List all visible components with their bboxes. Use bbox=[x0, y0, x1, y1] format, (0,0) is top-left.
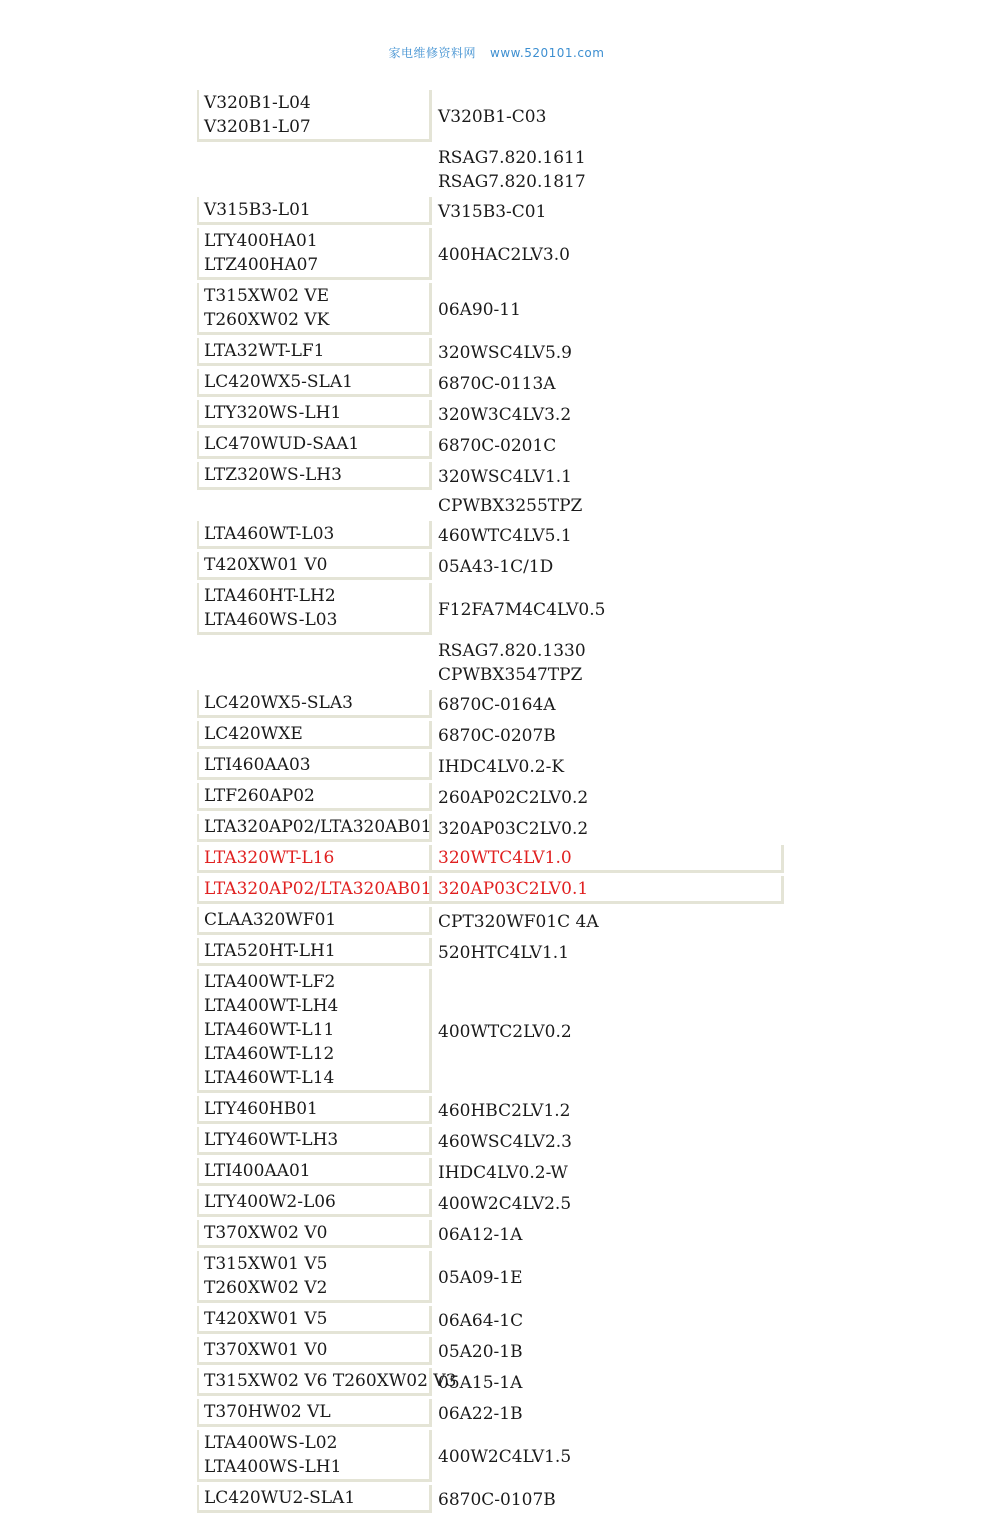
board-model: 6870C-0164A bbox=[438, 694, 556, 715]
board-model-cell bbox=[432, 552, 784, 580]
panel-model-cell bbox=[197, 521, 432, 549]
panel-model: LTA32WT-LF1 bbox=[204, 341, 325, 361]
panel-model: LTA460HT-LH2 bbox=[204, 586, 336, 606]
table-row bbox=[197, 1158, 793, 1186]
table-row bbox=[197, 752, 793, 780]
panel-model-cell bbox=[197, 462, 432, 490]
board-model: CPWBX3547TPZ bbox=[438, 665, 583, 685]
board-model: 260AP02C2LV0.2 bbox=[438, 787, 589, 808]
panel-model-cell bbox=[197, 1096, 432, 1124]
table-row bbox=[197, 1127, 793, 1155]
table-row bbox=[197, 197, 793, 225]
board-model: 6870C-0113A bbox=[438, 373, 556, 394]
panel-model-cell bbox=[197, 338, 432, 366]
board-model-cell bbox=[432, 1096, 784, 1124]
table-row bbox=[197, 1399, 793, 1427]
board-model-cell bbox=[432, 338, 784, 366]
table-row bbox=[197, 969, 793, 1093]
table-row bbox=[197, 876, 793, 904]
table-row bbox=[197, 907, 793, 935]
board-model-cell bbox=[432, 721, 784, 749]
board-model: 6870C-0201C bbox=[438, 435, 557, 456]
board-model-cell bbox=[432, 431, 784, 459]
table-row bbox=[197, 431, 793, 459]
board-model: 06A90-11 bbox=[438, 299, 521, 320]
board-model: 6870C-0207B bbox=[438, 725, 556, 746]
panel-model: LC420WXE bbox=[204, 724, 303, 744]
panel-model: LTA460WT-L14 bbox=[204, 1068, 335, 1088]
board-model-cell bbox=[432, 1485, 784, 1513]
panel-model: T260XW02 V2 bbox=[204, 1278, 328, 1298]
table-row bbox=[197, 338, 793, 366]
board-model: 400HAC2LV3.0 bbox=[438, 244, 570, 265]
panel-model: LTA460WT-L03 bbox=[204, 524, 335, 544]
board-model: RSAG7.820.1611 bbox=[438, 148, 586, 168]
board-model-cell bbox=[432, 145, 784, 194]
table-row bbox=[197, 369, 793, 397]
panel-model-cell bbox=[197, 400, 432, 428]
table-row bbox=[197, 552, 793, 580]
panel-model: LTA320AP02/LTA320AB01 bbox=[204, 817, 432, 837]
panel-model: LC420WX5-SLA3 bbox=[204, 693, 353, 713]
panel-model-cell bbox=[197, 283, 432, 335]
panel-table bbox=[197, 90, 793, 1516]
board-model: 460HBC2LV1.2 bbox=[438, 1100, 571, 1121]
panel-model-cell bbox=[197, 638, 432, 687]
board-model: 06A12-1A bbox=[438, 1224, 523, 1245]
panel-model-cell bbox=[197, 552, 432, 580]
board-model: RSAG7.820.1817 bbox=[438, 172, 586, 192]
panel-model: LTY400HA01 bbox=[204, 231, 318, 251]
panel-model-cell bbox=[197, 1430, 432, 1482]
panel-model: LTA460WT-L11 bbox=[204, 1020, 335, 1040]
panel-model: LTI400AA01 bbox=[204, 1161, 311, 1181]
panel-model: T260XW02 VK bbox=[204, 310, 330, 330]
table-row bbox=[197, 938, 793, 966]
board-model-cell bbox=[432, 462, 784, 490]
panel-model: V320B1-L07 bbox=[204, 117, 311, 137]
board-model-cell bbox=[432, 493, 784, 518]
panel-model: LTI460AA03 bbox=[204, 755, 311, 775]
board-model-cell bbox=[432, 1430, 784, 1482]
table-row bbox=[197, 1251, 793, 1303]
board-model: 05A09-1E bbox=[438, 1267, 523, 1288]
board-model: 320AP03C2LV0.2 bbox=[438, 818, 589, 839]
board-model-cell bbox=[432, 783, 784, 811]
table-row bbox=[197, 1220, 793, 1248]
panel-model: T420XW01 V0 bbox=[204, 555, 328, 575]
site-name: 家电维修资料网 bbox=[388, 46, 477, 60]
table-row bbox=[197, 845, 793, 873]
board-model: 460WSC4LV2.3 bbox=[438, 1131, 572, 1152]
board-model-cell bbox=[432, 1220, 784, 1248]
board-model: 400WTC2LV0.2 bbox=[438, 1021, 572, 1042]
panel-model-cell bbox=[197, 1251, 432, 1303]
panel-model: LTY460WT-LH3 bbox=[204, 1130, 339, 1150]
panel-model-cell bbox=[197, 1399, 432, 1427]
panel-model: LTA520HT-LH1 bbox=[204, 941, 336, 961]
panel-model-cell bbox=[197, 197, 432, 225]
board-model: 06A64-1C bbox=[438, 1310, 524, 1331]
board-model-cell bbox=[432, 1127, 784, 1155]
board-model: 06A22-1B bbox=[438, 1403, 523, 1424]
panel-model: T315XW01 V5 bbox=[204, 1254, 328, 1274]
panel-model: LTZ400HA07 bbox=[204, 255, 319, 275]
table-row bbox=[197, 228, 793, 280]
board-model-cell bbox=[432, 1337, 784, 1365]
board-model-cell bbox=[432, 90, 784, 142]
table-row bbox=[197, 145, 793, 194]
panel-model-cell bbox=[197, 938, 432, 966]
board-model: IHDC4LV0.2-K bbox=[438, 756, 565, 777]
panel-model: LTA400WT-LF2 bbox=[204, 972, 336, 992]
board-model: 400W2C4LV1.5 bbox=[438, 1446, 572, 1467]
board-model: 320AP03C2LV0.1 bbox=[438, 879, 589, 899]
board-model: 320WSC4LV5.9 bbox=[438, 342, 572, 363]
panel-model: V315B3-L01 bbox=[204, 200, 311, 220]
table-row bbox=[197, 1368, 793, 1396]
panel-model-cell bbox=[197, 814, 432, 842]
table-row bbox=[197, 1096, 793, 1124]
panel-model: LTF260AP02 bbox=[204, 786, 315, 806]
table-row bbox=[197, 783, 793, 811]
panel-model: LTA320AP02/LTA320AB01 bbox=[204, 879, 432, 899]
panel-model: T315XW02 VE bbox=[204, 286, 330, 306]
panel-model: LTZ320WS-LH3 bbox=[204, 465, 342, 485]
panel-model-cell bbox=[197, 907, 432, 935]
site-url: www.520101.com bbox=[490, 46, 605, 60]
board-model: CPWBX3255TPZ bbox=[438, 496, 583, 516]
panel-model: LTA400WT-LH4 bbox=[204, 996, 339, 1016]
panel-model: T370HW02 VL bbox=[204, 1402, 331, 1422]
board-model-cell bbox=[432, 1368, 784, 1396]
panel-model: LTA460WT-L12 bbox=[204, 1044, 335, 1064]
board-model: 320W3C4LV3.2 bbox=[438, 404, 572, 425]
board-model-cell bbox=[432, 638, 784, 687]
panel-model-cell bbox=[197, 228, 432, 280]
board-model-cell bbox=[432, 583, 784, 635]
panel-model-cell bbox=[197, 1158, 432, 1186]
table-row bbox=[197, 400, 793, 428]
panel-model-cell bbox=[197, 1189, 432, 1217]
panel-model: V320B1-L04 bbox=[204, 93, 311, 113]
panel-model-cell bbox=[197, 1368, 457, 1396]
board-model: 400W2C4LV2.5 bbox=[438, 1193, 572, 1214]
panel-model-cell bbox=[197, 1220, 432, 1248]
panel-model: T420XW01 V5 bbox=[204, 1309, 328, 1329]
panel-model-cell bbox=[197, 431, 432, 459]
panel-model: LTA320WT-L16 bbox=[204, 848, 335, 868]
table-row bbox=[197, 638, 793, 687]
table-row bbox=[197, 1189, 793, 1217]
panel-model-cell bbox=[197, 1306, 432, 1334]
board-model-cell bbox=[432, 690, 784, 718]
board-model-cell bbox=[432, 1399, 784, 1427]
board-model-cell bbox=[432, 228, 784, 280]
panel-model-cell bbox=[197, 583, 432, 635]
board-model: 05A20-1B bbox=[438, 1341, 523, 1362]
board-model: 520HTC4LV1.1 bbox=[438, 942, 570, 963]
panel-model-cell bbox=[197, 783, 432, 811]
panel-model-cell bbox=[197, 369, 432, 397]
board-model-cell bbox=[432, 1189, 784, 1217]
panel-model: LTA400WS-LH1 bbox=[204, 1457, 342, 1477]
board-model-cell bbox=[432, 1251, 784, 1303]
panel-model: T370XW02 V0 bbox=[204, 1223, 328, 1243]
board-model-cell bbox=[432, 1306, 784, 1334]
board-model-cell bbox=[432, 969, 784, 1093]
board-model: 05A15-1A bbox=[438, 1372, 523, 1393]
panel-model: LTA400WS-L02 bbox=[204, 1433, 338, 1453]
board-model: RSAG7.820.1330 bbox=[438, 641, 586, 661]
table-row bbox=[197, 283, 793, 335]
table-row bbox=[197, 690, 793, 718]
panel-model-cell bbox=[197, 493, 432, 518]
board-model-cell bbox=[432, 907, 784, 935]
board-model-cell bbox=[432, 938, 784, 966]
board-model-cell bbox=[432, 845, 784, 873]
board-model: 320WTC4LV1.0 bbox=[438, 848, 572, 868]
panel-model-cell bbox=[197, 90, 432, 142]
table-row bbox=[197, 462, 793, 490]
board-model: V320B1-C03 bbox=[438, 106, 547, 127]
board-model: IHDC4LV0.2-W bbox=[438, 1162, 568, 1183]
board-model-cell bbox=[432, 876, 784, 904]
board-model: 05A43-1C/1D bbox=[438, 556, 554, 577]
panel-model-cell bbox=[197, 845, 432, 873]
board-model: CPT320WF01C 4A bbox=[438, 911, 599, 932]
panel-model: LTY320WS-LH1 bbox=[204, 403, 342, 423]
board-model: V315B3-C01 bbox=[438, 201, 547, 222]
table-row bbox=[197, 90, 793, 142]
table-row bbox=[197, 814, 793, 842]
panel-model-cell bbox=[197, 1127, 432, 1155]
panel-model: T315XW02 V6 T260XW02 V3 bbox=[204, 1371, 457, 1391]
panel-model: LC420WU2-SLA1 bbox=[204, 1488, 356, 1508]
board-model-cell bbox=[432, 369, 784, 397]
table-row bbox=[197, 493, 793, 518]
table-row bbox=[197, 583, 793, 635]
panel-model: LTY400W2-L06 bbox=[204, 1192, 336, 1212]
panel-model-cell bbox=[197, 876, 432, 904]
panel-model: LTA460WS-L03 bbox=[204, 610, 338, 630]
panel-model: T370XW01 V0 bbox=[204, 1340, 328, 1360]
board-model-cell bbox=[432, 1158, 784, 1186]
table-row bbox=[197, 521, 793, 549]
table-row bbox=[197, 721, 793, 749]
board-model-cell bbox=[432, 814, 784, 842]
panel-model-cell bbox=[197, 690, 432, 718]
panel-model-cell bbox=[197, 752, 432, 780]
table-row bbox=[197, 1485, 793, 1513]
board-model-cell bbox=[432, 521, 784, 549]
panel-model: LTY460HB01 bbox=[204, 1099, 318, 1119]
panel-model-cell bbox=[197, 145, 432, 194]
table-row bbox=[197, 1430, 793, 1482]
table-row bbox=[197, 1337, 793, 1365]
panel-model-cell bbox=[197, 1485, 432, 1513]
board-model-cell bbox=[432, 400, 784, 428]
panel-model: LC470WUD-SAA1 bbox=[204, 434, 360, 454]
board-model: F12FA7M4C4LV0.5 bbox=[438, 599, 606, 620]
board-model: 460WTC4LV5.1 bbox=[438, 525, 572, 546]
board-model-cell bbox=[432, 197, 784, 225]
panel-model-cell bbox=[197, 1337, 432, 1365]
board-model: 320WSC4LV1.1 bbox=[438, 466, 572, 487]
board-model-cell bbox=[432, 283, 784, 335]
page-header bbox=[0, 44, 993, 61]
table-row bbox=[197, 1306, 793, 1334]
panel-model-cell bbox=[197, 969, 432, 1093]
panel-model: CLAA320WF01 bbox=[204, 910, 337, 930]
board-model-cell bbox=[432, 752, 784, 780]
panel-model-cell bbox=[197, 721, 432, 749]
board-model: 6870C-0107B bbox=[438, 1489, 556, 1510]
panel-model: LC420WX5-SLA1 bbox=[204, 372, 353, 392]
